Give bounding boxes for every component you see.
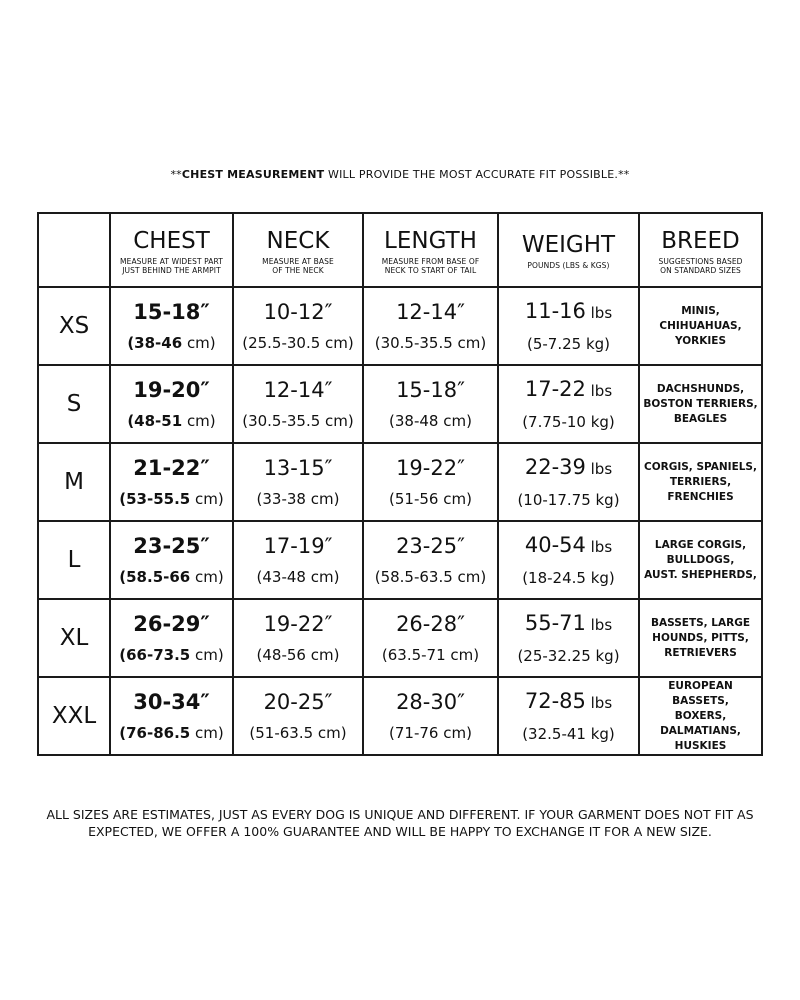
breed-cell <box>639 677 762 755</box>
weight-kg: (25-32.25 kg) <box>517 647 620 665</box>
header-neck: NECK MEASURE AT BASE OF THE NECK <box>233 213 363 287</box>
header-breed: BREED SUGGESTIONS BASED ON STANDARD SIZES <box>639 213 762 287</box>
size-row <box>38 677 762 755</box>
weight-lbs: 55-71 lbs <box>524 611 613 635</box>
weight-kg: (7.75-10 kg) <box>522 413 615 431</box>
weight-lbs: 11-16 lbs <box>524 299 613 323</box>
chest-cm: (76-86.5 cm) <box>119 724 224 742</box>
chest-cell <box>110 287 233 365</box>
neck-cm: (48-56 cm) <box>256 646 340 664</box>
corner-cell <box>38 213 110 287</box>
breed-suggestions: MINIS, CHIHUAHUAS, YORKIES <box>659 304 742 347</box>
size-label: XS <box>58 313 90 339</box>
breed-cell <box>639 443 762 521</box>
note-prefix: ** <box>170 168 182 181</box>
weight-cell <box>498 365 639 443</box>
size-cell <box>38 365 110 443</box>
breed-suggestions: EUROPEAN BASSETS, BOXERS, DALMATIANS, HUSKIES <box>660 679 741 752</box>
chest-cell <box>110 521 233 599</box>
chest-cell <box>110 677 233 755</box>
chest-cell <box>110 365 233 443</box>
size-cell <box>38 521 110 599</box>
neck-inches: 19-22″ <box>263 612 333 636</box>
neck-cm: (33-38 cm) <box>256 490 340 508</box>
weight-cell <box>498 677 639 755</box>
breed-suggestions: LARGE CORGIS, BULLDOGS, AUST. SHEPHERDS, <box>644 538 757 581</box>
length-cell <box>363 443 498 521</box>
breed-cell <box>639 365 762 443</box>
size-row <box>38 443 762 521</box>
chest-cm: (38-46 cm) <box>127 334 216 352</box>
weight-cell <box>498 287 639 365</box>
header-row <box>38 213 762 287</box>
size-label: XL <box>59 625 89 651</box>
breed-cell <box>639 521 762 599</box>
weight-lbs: 22-39 lbs <box>524 455 613 479</box>
neck-inches: 17-19″ <box>263 534 333 558</box>
chest-inches: 15-18″ <box>133 300 210 324</box>
chest-inches: 26-29″ <box>133 612 210 636</box>
length-cell <box>363 365 498 443</box>
weight-kg: (32.5-41 kg) <box>522 725 615 743</box>
length-cm: (63.5-71 cm) <box>381 646 480 664</box>
neck-cell <box>233 287 363 365</box>
header-weight: WEIGHT POUNDS (LBS & KGS) <box>498 213 639 287</box>
chest-inches: 21-22″ <box>133 456 210 480</box>
length-inches: 26-28″ <box>396 612 465 636</box>
breed-cell <box>639 287 762 365</box>
weight-cell <box>498 599 639 677</box>
neck-cell <box>233 365 363 443</box>
weight-kg: (18-24.5 kg) <box>522 569 615 587</box>
size-row <box>38 521 762 599</box>
chest-cm: (48-51 cm) <box>127 412 216 430</box>
length-cm: (58.5-63.5 cm) <box>374 568 487 586</box>
chest-cm: (66-73.5 cm) <box>119 646 224 664</box>
neck-inches: 12-14″ <box>263 378 333 402</box>
length-inches: 28-30″ <box>396 690 465 714</box>
weight-cell <box>498 443 639 521</box>
neck-inches: 10-12″ <box>263 300 333 324</box>
breed-suggestions: BASSETS, LARGE HOUNDS, PITTS, RETRIEVERS <box>650 616 751 659</box>
weight-lbs: 17-22 lbs <box>524 377 613 401</box>
length-inches: 15-18″ <box>396 378 465 402</box>
size-label: S <box>66 391 82 417</box>
neck-inches: 20-25″ <box>263 690 333 714</box>
size-row <box>38 365 762 443</box>
guarantee-note: ALL SIZES ARE ESTIMATES, JUST AS EVERY DOG IS UNIQUE AND DIFFERENT. IF YOUR GARMENT DOES NOT FIT AS EXPECTED, WE OFFER A 100% GUARANTEE AND WILL BE HAPPY TO EXCHANGE IT FOR A NEW SIZE. <box>46 807 754 839</box>
size-cell <box>38 287 110 365</box>
length-cm: (71-76 cm) <box>389 724 472 742</box>
size-chart-table <box>37 212 763 756</box>
length-cell <box>363 677 498 755</box>
size-label: L <box>67 547 81 573</box>
neck-cm: (51-63.5 cm) <box>249 724 347 742</box>
neck-cm: (30.5-35.5 cm) <box>242 412 354 430</box>
header-length: LENGTH MEASURE FROM BASE OF NECK TO START OF TAIL <box>363 213 498 287</box>
weight-kg: (10-17.75 kg) <box>517 491 620 509</box>
length-cm: (38-48 cm) <box>389 412 472 430</box>
weight-cell <box>498 521 639 599</box>
breed-cell <box>639 599 762 677</box>
length-cm: (30.5-35.5 cm) <box>374 334 487 352</box>
breed-suggestions: DACHSHUNDS, BOSTON TERRIERS, BEAGLES <box>643 382 758 425</box>
size-label: XXL <box>51 703 97 729</box>
length-cell <box>363 599 498 677</box>
size-row <box>38 599 762 677</box>
weight-lbs: 40-54 lbs <box>524 533 613 557</box>
size-cell <box>38 677 110 755</box>
size-row <box>38 287 762 365</box>
neck-cell <box>233 521 363 599</box>
chest-cell <box>110 443 233 521</box>
neck-cell <box>233 599 363 677</box>
neck-cell <box>233 443 363 521</box>
length-inches: 23-25″ <box>396 534 465 558</box>
length-inches: 12-14″ <box>396 300 465 324</box>
length-cell <box>363 521 498 599</box>
chest-inches: 19-20″ <box>133 378 210 402</box>
size-cell <box>38 443 110 521</box>
size-cell <box>38 599 110 677</box>
neck-cell <box>233 677 363 755</box>
chest-measurement-note <box>0 168 800 181</box>
note-rest: WILL PROVIDE THE MOST ACCURATE FIT POSSIBLE.** <box>324 168 630 181</box>
header-chest: CHEST MEASURE AT WIDEST PART JUST BEHIND THE ARMPIT <box>110 213 233 287</box>
neck-inches: 13-15″ <box>263 456 333 480</box>
chest-cm: (53-55.5 cm) <box>119 490 224 508</box>
weight-lbs: 72-85 lbs <box>524 689 613 713</box>
chest-cm: (58.5-66 cm) <box>119 568 224 586</box>
note-bold: CHEST MEASUREMENT <box>181 168 325 181</box>
neck-cm: (43-48 cm) <box>256 568 340 586</box>
breed-suggestions: CORGIS, SPANIELS, TERRIERS, FRENCHIES <box>644 460 757 503</box>
neck-cm: (25.5-30.5 cm) <box>242 334 354 352</box>
length-cm: (51-56 cm) <box>389 490 472 508</box>
chest-cell <box>110 599 233 677</box>
size-label: M <box>64 469 84 495</box>
chest-inches: 30-34″ <box>133 690 210 714</box>
length-cell <box>363 287 498 365</box>
length-inches: 19-22″ <box>396 456 465 480</box>
chest-inches: 23-25″ <box>133 534 210 558</box>
weight-kg: (5-7.25 kg) <box>526 335 611 353</box>
